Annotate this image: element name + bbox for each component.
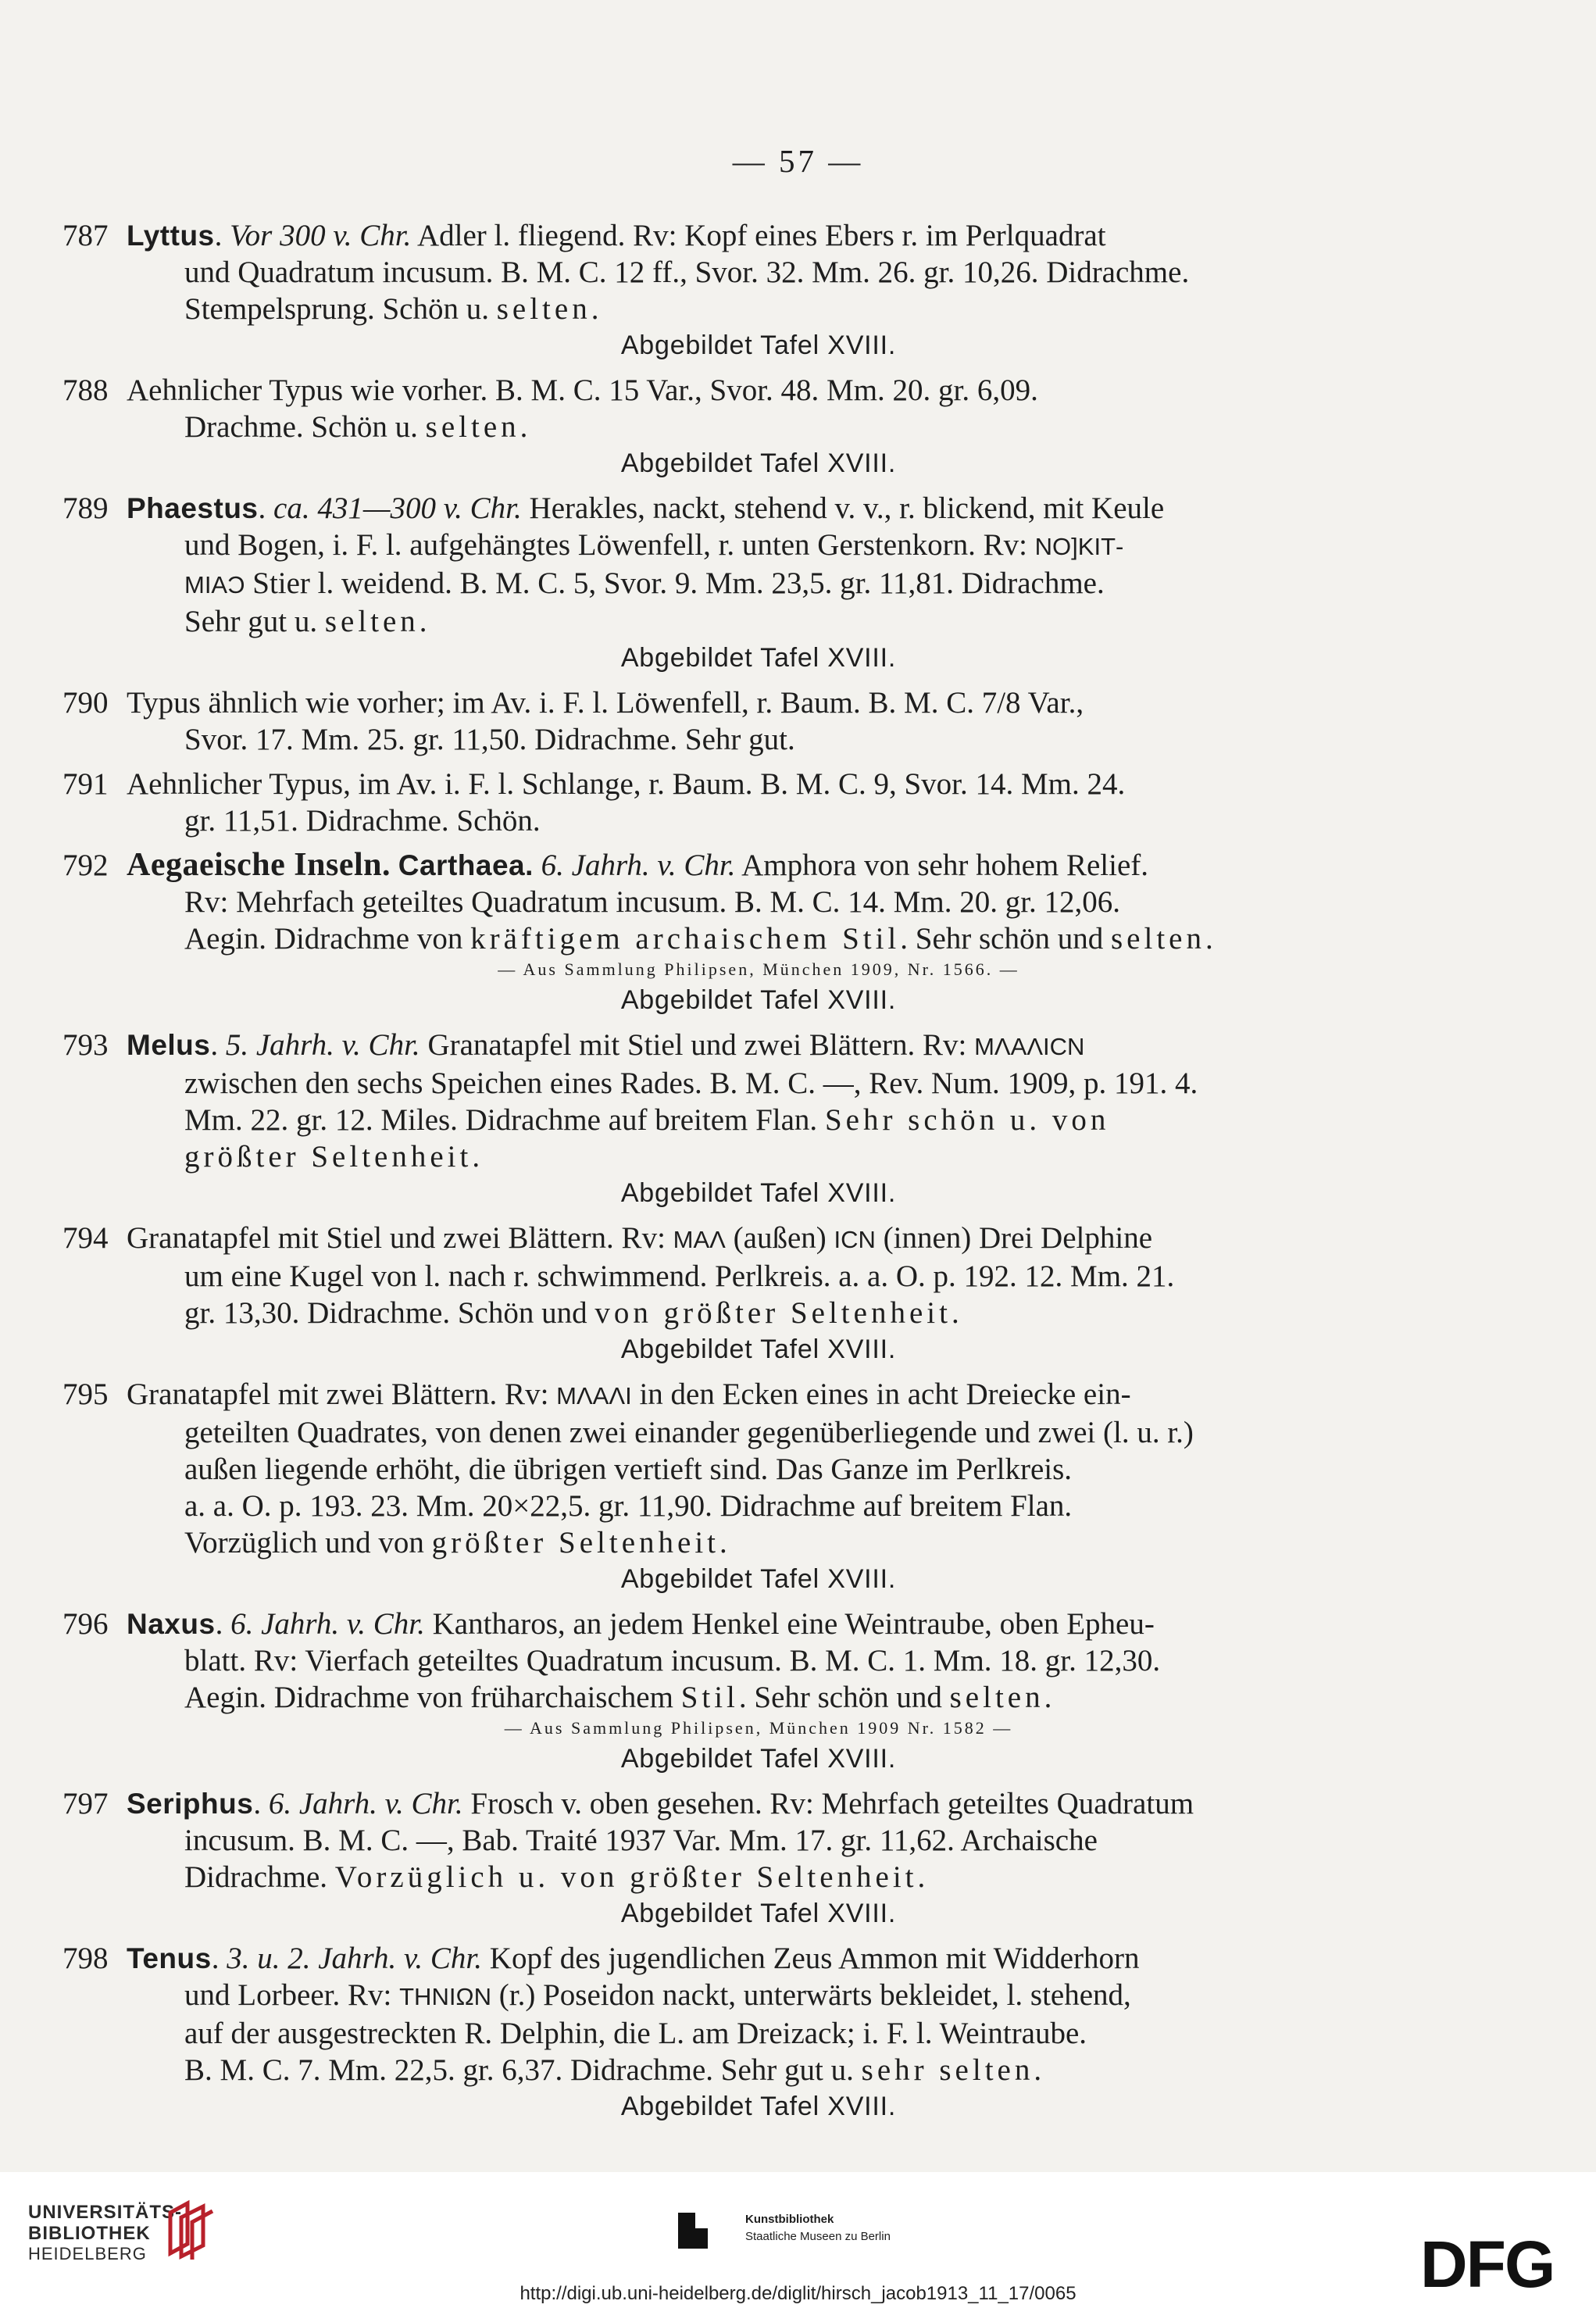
entry-line [127,1642,1391,1679]
entry-text: . [215,1607,231,1641]
entry-description [127,490,1391,640]
entry-text: . [1044,1681,1052,1714]
entry-text: Didrachme. [184,1860,335,1894]
entry-text: auf der ausgestreckten R. Delphin, die L. am Dreizack; i. F. l. Weintraube. [184,2017,1087,2050]
entry-text: Stil [680,1681,739,1714]
entry-description [127,372,1391,445]
entry-text: gr. 13,30. Didrachme. Schön und [184,1296,595,1330]
entry-text: und Lorbeer. Rv: [184,1978,400,2012]
entry-line [127,1524,1391,1561]
catalogue-entry [62,1027,1391,1175]
entry-description [127,766,1391,839]
entry-line [127,1027,1391,1065]
entry-text: Vor 300 v. Chr. [230,219,412,252]
entry-number: 793 [62,1028,109,1062]
entry-line [127,2052,1391,2088]
plate-reference: Abgebildet Tafel XVIII. [620,643,897,673]
catalogue-entry [62,1376,1391,1561]
ub-logo-line2: BIBLIOTHEK [28,2223,151,2244]
entry-description [127,1220,1391,1331]
entry-text: geteilten Quadrates, von denen zwei einander gegenüberliegende und zwei (l. u. r.) [184,1416,1194,1449]
catalogue-entry [62,1606,1391,1716]
entry-line [127,409,1391,445]
entry-text: . [917,1860,926,1894]
catalogue-entry [62,1940,1391,2088]
entry-text [534,849,541,882]
catalogue-entry [62,766,1391,839]
entry-line [127,1295,1391,1331]
entry-text: Granatapfel mit Stiel und zwei Blättern. Rv: [127,1221,673,1255]
entry-description [127,217,1391,327]
entry-spacer [62,758,1391,766]
entry-text: Vorzüglich und von [184,1526,432,1560]
entry-heading: Naxus [127,1608,216,1640]
entry-text: (innen) Drei Delphine [875,1221,1153,1255]
entry-text: Kantharos, an jedem Henkel eine Weintraube, oben Epheu- [424,1607,1155,1641]
entry-text: ca. 431—300 v. Chr. [273,491,522,525]
entry-spacer [62,364,1391,372]
entry-text: größter Seltenheit [184,1140,473,1174]
page-number: — 57 — [732,143,864,179]
entry-number: 792 [62,849,109,882]
entry-spacer [62,1019,1391,1027]
entry-text: Sehr schön u. von [824,1103,1110,1137]
entry-text: incusum. B. M. C. —, Bab. Traité 1937 Var. Mm. 17. gr. 11,62. Archaische [184,1824,1098,1857]
entry-text: 6. Jahrh. v. Chr. [541,849,736,882]
entry-text: selten [949,1681,1044,1714]
entry-number: 794 [62,1221,109,1255]
entry-text: . [253,1787,269,1820]
entry-text: 6. Jahrh. v. Chr. [230,1607,425,1641]
entry-text: von größter Seltenheit [594,1296,952,1330]
plate-reference: Abgebildet Tafel XVIII. [620,1899,897,1928]
entry-text: zwischen den sechs Speichen eines Rades. B. M. C. —, Rev. Num. 1909, p. 191. 4. [184,1066,1198,1100]
entry-text: Aegin. Didrachme von [184,922,471,956]
ub-logo-line3: HEIDELBERG [28,2244,147,2263]
plate-reference: Abgebildet Tafel XVIII. [620,2092,897,2121]
entry-line [127,1977,1391,2015]
plate-reference: Abgebildet Tafel XVIII. [620,330,897,360]
entry-line [127,1859,1391,1895]
entry-line [127,1258,1391,1295]
entry-line [127,920,1391,957]
coin-legend: ΜΛΑΛΙϹΝ [974,1033,1085,1060]
entry-text: blatt. Rv: Vierfach geteiltes Quadratum incusum. B. M. C. 1. Mm. 18. gr. 12,30. [184,1644,1161,1677]
entry-text: sehr selten [861,2053,1034,2087]
entry-text: Drachme. Schön u. [184,410,426,444]
entry-text: 5. Jahrh. v. Chr. [225,1028,420,1062]
entry-text: und Bogen, i. F. l. aufgehängtes Löwenfell, r. unten Gerstenkorn. Rv: [184,528,1035,562]
entry-spacer [62,482,1391,490]
entry-text: . [419,605,427,638]
entry-number: 795 [62,1377,109,1411]
entry-line [127,1822,1391,1859]
entry-description [127,847,1391,957]
coin-legend: ΙϹΝ [834,1226,876,1253]
entry-line [127,1102,1391,1138]
entry-text: Aegin. Didrachme von früharchaischem [184,1681,681,1714]
ub-emblem-icon [164,2199,219,2261]
entry-text [391,849,398,882]
entry-text: . [258,491,274,525]
entry-number: 797 [62,1787,109,1820]
entry-text: . [472,1140,480,1174]
entry-number: 790 [62,686,109,720]
entry-text: in den Ecken eines in acht Dreiecke ein- [631,1377,1131,1411]
catalogue-entry [62,1220,1391,1331]
entry-text: . [1034,2053,1042,2087]
entry-description [127,1376,1391,1561]
plate-reference: Abgebildet Tafel XVIII. [620,448,897,478]
entry-number: 789 [62,491,109,525]
entry-text: selten [496,292,591,326]
entry-spacer [62,1212,1391,1220]
entry-text: selten [1111,922,1205,956]
entry-text: Mm. 22. gr. 12. Miles. Didrachme auf breitem Flan. [184,1103,825,1137]
ub-heidelberg-logo[interactable] [28,2202,182,2264]
plate-reference: Abgebildet Tafel XVIII. [620,1564,897,1594]
entry-text: kräftigem archaischem Stil [470,922,901,956]
entry-heading: Aegaeische Inseln. [127,847,391,883]
entry-spacer [62,1932,1391,1940]
entry-text: und Quadratum incusum. B. M. C. 12 ff., Svor. 32. Mm. 26. gr. 10,26. Didrachme. [184,255,1190,289]
coin-legend: ΤΗΝΙΩΝ [399,1983,492,2010]
entry-line [127,527,1391,565]
entry-line [127,721,1391,758]
provenance-note: — Aus Sammlung Philipsen, München 1909, Nr. 1566. — [498,959,1019,979]
coin-legend: NO]ΚΙΤ- [1034,533,1124,560]
entry-line [127,1679,1391,1716]
entry-number: 788 [62,373,109,407]
entry-text: Granatapfel mit Stiel und zwei Blättern. Rv: [420,1028,975,1062]
entry-text: Kopf des jugendlichen Zeus Ammon mit Widderhorn [482,1942,1140,1975]
entry-spacer [62,1598,1391,1606]
entry-text: Frosch v. oben gesehen. Rv: Mehrfach geteiltes Quadratum [462,1787,1194,1820]
entry-text: (r.) Poseidon nackt, unterwärts bekleidet, l. stehend, [491,1978,1131,2012]
entry-line [127,372,1391,409]
entry-text: (außen) [725,1221,834,1255]
entry-text: . [591,292,599,326]
entry-line [127,1376,1391,1414]
entry-text: Aehnlicher Typus, im Av. i. F. l. Schlange, r. Baum. B. M. C. 9, Svor. 14. Mm. 24. [127,767,1126,801]
entry-text: Aehnlicher Typus wie vorher. B. M. C. 15 Var., Svor. 48. Mm. 20. gr. 6,09. [127,373,1038,407]
entry-line [127,1220,1391,1258]
entry-number: 796 [62,1607,109,1641]
kb-logo-line2: Staatliche Museen zu Berlin [745,2230,891,2243]
entry-description [127,1785,1391,1895]
entry-description [127,1940,1391,2088]
entry-line [127,1606,1391,1642]
entry-description [127,1027,1391,1175]
entry-text: gr. 11,51. Didrachme. Schön. [184,804,541,838]
entry-text: Granatapfel mit zwei Blättern. Rv: [127,1377,557,1411]
provenance-note: — Aus Sammlung Philipsen, München 1909 Nr. 1582 — [504,1718,1013,1738]
entry-number: 791 [62,767,109,801]
entry-line [127,684,1391,721]
kb-logo-line1: Kunstbibliothek [745,2213,834,2226]
entry-number: 787 [62,219,109,252]
entry-spacer [62,839,1391,847]
entry-text: selten [324,605,420,638]
entry-text: . [951,1296,959,1330]
plate-reference: Abgebildet Tafel XVIII. [620,1178,897,1208]
dfg-logo[interactable]: DFG [1420,2228,1555,2301]
entry-text: Rv: Mehrfach geteiltes Quadratum incusum. B. M. C. 14. Mm. 20. gr. 12,06. [184,885,1121,919]
entry-description [127,684,1391,758]
entry-text: außen liegende erhöht, die übrigen vertieft sind. Das Ganze im Perlkreis. [184,1452,1073,1486]
entry-text: . [210,1028,226,1062]
entry-text: selten [425,410,520,444]
entry-line [127,217,1391,254]
coin-legend: ΜΑΛ [673,1226,726,1253]
entry-text: Vorzüglich u. von größter Seltenheit [334,1860,918,1894]
catalogue-entry [62,684,1391,758]
entry-heading: Melus [127,1029,211,1061]
plate-reference: Abgebildet Tafel XVIII. [620,1744,897,1774]
entry-line [127,1785,1391,1822]
entry-line [127,565,1391,603]
entry-text: a. a. O. p. 193. 23. Mm. 20×22,5. gr. 11,90. Didrachme auf breitem Flan. [184,1489,1073,1523]
entry-text: Herakles, nackt, stehend v. v., r. blickend, mit Keule [521,491,1165,525]
entry-text: 3. u. 2. Jahrh. v. Chr. [227,1942,483,1975]
entry-line [127,254,1391,291]
kunstbibliothek-emblem-icon [678,2213,708,2249]
entry-line [127,847,1391,884]
entry-heading: Tenus [127,1942,212,1974]
catalogue-entry [62,490,1391,640]
entry-line [127,291,1391,327]
entry-text: . Sehr schön und [738,1681,950,1714]
entry-text: Stier l. weidend. B. M. C. 5, Svor. 9. Mm. 23,5. gr. 11,81. Didrachme. [245,566,1105,600]
entry-line [127,603,1391,640]
entry-text: Stempelsprung. Schön u. [184,292,497,326]
catalogue-entry [62,372,1391,445]
coin-legend: ΜΙΑϽ [184,571,245,598]
entry-spacer [62,1777,1391,1785]
entry-line [127,1138,1391,1175]
entry-text: . [214,219,230,252]
entry-text: Svor. 17. Mm. 25. gr. 11,50. Didrachme. Sehr gut. [184,723,795,756]
entry-line [127,1451,1391,1488]
entry-text: . Sehr schön und [900,922,1111,956]
entry-line [127,884,1391,920]
entry-heading: Lyttus [127,220,215,252]
entry-text: Adler l. fliegend. Rv: Kopf eines Ebers r. im Perlquadrat [411,219,1106,252]
entry-text: größter Seltenheit [431,1526,720,1560]
entry-heading: Carthaea. [398,849,534,881]
entry-line [127,766,1391,802]
entry-description [127,1606,1391,1716]
entry-text: 6. Jahrh. v. Chr. [268,1787,463,1820]
source-url[interactable]: http://digi.ub.uni-heidelberg.de/diglit/hirsch_jacob1913_11_17/0065 [520,2283,1076,2304]
entry-text: . [719,1526,727,1560]
entry-text: . [1205,922,1213,956]
entry-line [127,490,1391,527]
plate-reference: Abgebildet Tafel XVIII. [620,1334,897,1364]
entry-line [127,1065,1391,1102]
entry-text: B. M. C. 7. Mm. 22,5. gr. 6,37. Didrachme. Sehr gut u. [184,2053,862,2087]
entry-number: 798 [62,1942,109,1975]
catalogue-entry [62,1785,1391,1895]
entry-text: Typus ähnlich wie vorher; im Av. i. F. l. Löwenfell, r. Baum. B. M. C. 7/8 Var., [127,686,1084,720]
catalogue-entries [62,217,1391,2133]
entry-text: . [211,1942,227,1975]
entry-text: Sehr gut u. [184,605,325,638]
entry-text: um eine Kugel von l. nach r. schwimmend. Perlkreis. a. a. O. p. 192. 12. Mm. 21. [184,1259,1175,1293]
entry-spacer [62,2125,1391,2133]
catalogue-entry [62,217,1391,327]
ub-logo-line1: UNIVERSITÄTS- [28,2202,183,2223]
entry-heading: Phaestus [127,492,259,524]
entry-line [127,2015,1391,2052]
entry-line [127,802,1391,839]
coin-legend: ΜΛΑΛΙ [556,1382,632,1409]
plate-reference: Abgebildet Tafel XVIII. [620,985,897,1015]
entry-line [127,1488,1391,1524]
entry-spacer [62,677,1391,684]
entry-text: . [520,410,528,444]
entry-line [127,1414,1391,1451]
catalogue-entry [62,847,1391,957]
entry-text: Amphora von sehr hohem Relief. [735,849,1149,882]
entry-spacer [62,1368,1391,1376]
entry-heading: Seriphus [127,1788,254,1820]
entry-line [127,1940,1391,1977]
